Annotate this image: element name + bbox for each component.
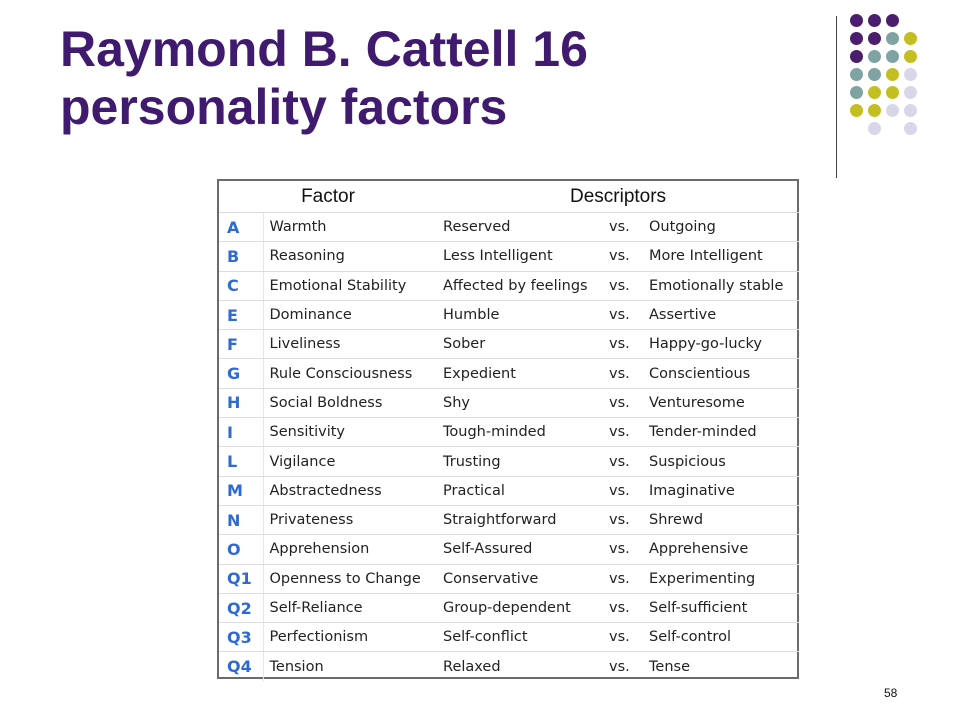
factor-code: L (219, 447, 263, 476)
factor-name: Sensitivity (263, 418, 437, 447)
low-descriptor: Shy (437, 388, 603, 417)
factor-name: Perfectionism (263, 623, 437, 652)
factor-name: Privateness (263, 505, 437, 534)
low-descriptor: Tough-minded (437, 418, 603, 447)
table-row (219, 623, 799, 652)
page-number: 58 (884, 686, 898, 700)
decorative-dot (904, 50, 917, 63)
high-descriptor: Tender-minded (643, 418, 799, 447)
high-descriptor: Experimenting (643, 564, 799, 593)
table-row (219, 213, 799, 242)
factor-code: I (219, 418, 263, 447)
high-descriptor: Imaginative (643, 476, 799, 505)
low-descriptor: Less Intelligent (437, 242, 603, 271)
factor-name: Self-Reliance (263, 593, 437, 622)
factor-name: Warmth (263, 213, 437, 242)
decorative-dot (886, 86, 899, 99)
decorative-dot (868, 86, 881, 99)
table-row (219, 593, 799, 622)
header-descriptors: Descriptors (437, 181, 799, 213)
versus-label: vs. (603, 330, 643, 359)
factor-code: Q4 (219, 652, 263, 681)
table-row (219, 447, 799, 476)
factor-name: Openness to Change (263, 564, 437, 593)
decorative-dot (868, 104, 881, 117)
versus-label: vs. (603, 476, 643, 505)
table-row (219, 300, 799, 329)
high-descriptor: Venturesome (643, 388, 799, 417)
factor-code: N (219, 505, 263, 534)
versus-label: vs. (609, 658, 630, 675)
low-descriptor: Trusting (437, 447, 603, 476)
factor-name: Apprehension (263, 535, 437, 564)
factor-code: O (219, 535, 263, 564)
decorative-dot (904, 86, 917, 99)
factor-name: Reasoning (263, 242, 437, 271)
factor-name: Rule Consciousness (263, 359, 437, 388)
factor-code: Q3 (219, 623, 263, 652)
factor-code: B (219, 242, 263, 271)
low-descriptor: Relaxed (443, 658, 501, 675)
factor-name: Tension (269, 658, 324, 675)
table-row (219, 652, 799, 681)
table-row (219, 505, 799, 534)
table-row (219, 388, 799, 417)
table-row (219, 564, 799, 593)
table-row (219, 271, 799, 300)
factor-code: F (219, 330, 263, 359)
decorative-dot (886, 68, 899, 81)
versus-label: vs. (603, 213, 643, 242)
title-divider (836, 16, 837, 178)
versus-label: vs. (603, 505, 643, 534)
low-descriptor: Affected by feelings (437, 271, 603, 300)
decorative-dot (868, 50, 881, 63)
high-descriptor: Suspicious (643, 447, 799, 476)
decorative-dot (868, 32, 881, 45)
versus-label: vs. (603, 564, 643, 593)
low-descriptor: Reserved (437, 213, 603, 242)
versus-label: vs. (603, 271, 643, 300)
versus-label: vs. (603, 447, 643, 476)
low-descriptor: Humble (437, 300, 603, 329)
high-descriptor: Happy-go-lucky (643, 330, 799, 359)
factor-name: Abstractedness (263, 476, 437, 505)
decorative-dot (850, 50, 863, 63)
decorative-dot (904, 32, 917, 45)
table-row (219, 330, 799, 359)
decorative-dot (850, 32, 863, 45)
factor-code: G (219, 359, 263, 388)
low-descriptor: Conservative (437, 564, 603, 593)
versus-label: vs. (603, 388, 643, 417)
low-descriptor: Self-conflict (437, 623, 603, 652)
table-row (219, 242, 799, 271)
high-descriptor: Apprehensive (643, 535, 799, 564)
high-descriptor: Self-sufficient (643, 593, 799, 622)
factor-code: E (219, 300, 263, 329)
factor-name: Vigilance (263, 447, 437, 476)
decorative-dot (904, 104, 917, 117)
decorative-dot (886, 50, 899, 63)
decorative-dot (850, 68, 863, 81)
high-descriptor: Assertive (643, 300, 799, 329)
factor-code: A (219, 213, 263, 242)
decorative-dot (868, 68, 881, 81)
low-descriptor: Sober (437, 330, 603, 359)
table-row (219, 476, 799, 505)
factor-code: M (219, 476, 263, 505)
factor-code: Q1 (219, 564, 263, 593)
versus-label: vs. (603, 242, 643, 271)
high-descriptor: Outgoing (643, 213, 799, 242)
personality-factors-table (217, 179, 799, 679)
factor-name: Dominance (263, 300, 437, 329)
low-descriptor: Group-dependent (437, 593, 603, 622)
decorative-dot (886, 104, 899, 117)
low-descriptor: Straightforward (437, 505, 603, 534)
versus-label: vs. (603, 535, 643, 564)
decorative-dot (904, 122, 917, 135)
versus-label: vs. (603, 359, 643, 388)
versus-label: vs. (603, 300, 643, 329)
table-header-row (219, 181, 799, 213)
table-row (219, 535, 799, 564)
decorative-dot (868, 14, 881, 27)
decorative-dot (850, 86, 863, 99)
high-descriptor: More Intelligent (643, 242, 799, 271)
decorative-dot (850, 14, 863, 27)
versus-label: vs. (603, 593, 643, 622)
decorative-dot (886, 32, 899, 45)
high-descriptor: Conscientious (643, 359, 799, 388)
high-descriptor: Emotionally stable (643, 271, 799, 300)
decorative-dot (850, 104, 863, 117)
factor-code: C (219, 271, 263, 300)
high-descriptor: Tense (649, 658, 690, 675)
high-descriptor: Shrewd (643, 505, 799, 534)
factor-code: Q2 (219, 593, 263, 622)
versus-label: vs. (603, 623, 643, 652)
slide-title: Raymond B. Cattell 16 personality factors (60, 21, 588, 135)
low-descriptor: Self-Assured (437, 535, 603, 564)
factor-code: H (219, 388, 263, 417)
table-row (219, 359, 799, 388)
versus-label: vs. (603, 418, 643, 447)
high-descriptor: Self-control (643, 623, 799, 652)
low-descriptor: Expedient (437, 359, 603, 388)
decorative-dot (886, 14, 899, 27)
factor-name: Liveliness (263, 330, 437, 359)
low-descriptor: Practical (437, 476, 603, 505)
table-row (219, 418, 799, 447)
factor-name: Social Boldness (263, 388, 437, 417)
decorative-dot-grid (850, 14, 950, 154)
decorative-dot (904, 68, 917, 81)
header-factor: Factor (219, 181, 437, 213)
factor-name: Emotional Stability (263, 271, 437, 300)
decorative-dot (868, 122, 881, 135)
